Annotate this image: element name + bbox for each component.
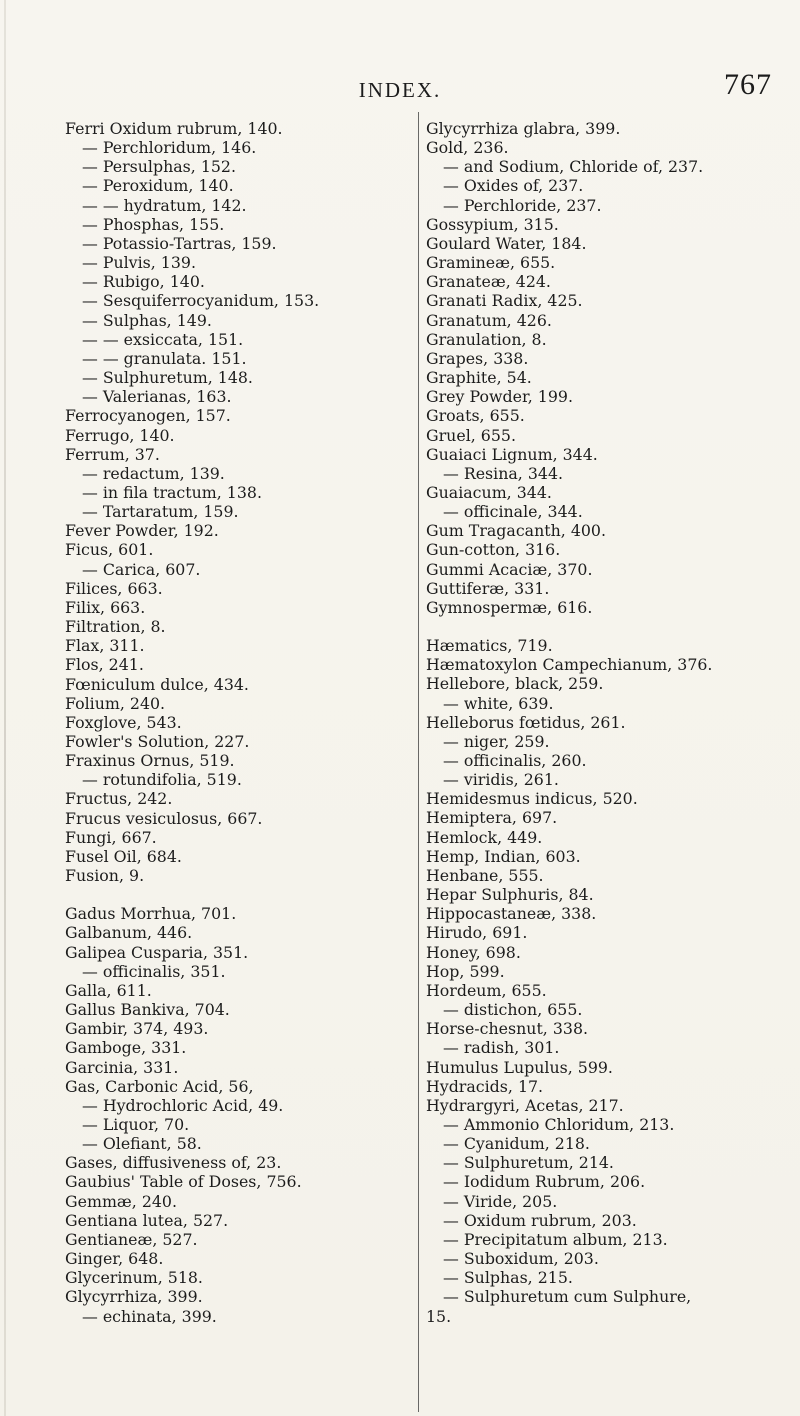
index-entry: Ferri Oxidum rubrum, 140. xyxy=(65,119,283,138)
index-subentry: — Sulphas, 149. xyxy=(82,310,212,330)
index-subentry: — Perchloridum, 146. xyxy=(82,138,257,158)
index-entry: Garcinia, 331. xyxy=(65,1057,179,1077)
index-subentry: — Sulphuretum, 214. xyxy=(443,1153,614,1173)
index-entry: Grey Powder, 199. xyxy=(426,387,573,407)
index-entry: Ferrugo, 140. xyxy=(65,425,175,445)
index-entry: Granatum, 426. xyxy=(426,310,552,330)
index-entry: Fowler's Solution, 227. xyxy=(65,732,250,751)
index-entry: Hordeum, 655. xyxy=(426,980,547,1000)
index-entry: Hemlock, 449. xyxy=(426,827,543,847)
index-subentry: — Persulphas, 152. xyxy=(82,157,236,177)
index-entry: Gummi Acaciæ, 370. xyxy=(426,559,593,579)
index-subentry: — Hydrochloric Acid, 49. xyxy=(82,1095,284,1115)
index-entry: Hepar Sulphuris, 84. xyxy=(426,885,594,905)
index-subentry: — Cyanidum, 218. xyxy=(443,1134,590,1154)
section-gap xyxy=(426,617,786,636)
index-subentry: — Oxides of, 237. xyxy=(443,176,584,196)
index-subentry: — officinalis, 260. xyxy=(443,751,587,770)
index-entry: Galbanum, 446. xyxy=(65,923,193,943)
index-entry: Hop, 599. xyxy=(426,961,505,981)
index-entry: Gambir, 374, 493. xyxy=(65,1019,209,1039)
index-entry: Gaubius' Table of Doses, 756. xyxy=(65,1172,302,1192)
index-entry: Hydracids, 17. xyxy=(426,1076,544,1096)
index-entry: Glycerinum, 518. xyxy=(65,1268,203,1288)
index-entry: Glycyrrhiza glabra, 399. xyxy=(426,119,621,138)
index-entry: Guaiaci Lignum, 344. xyxy=(426,444,598,464)
index-subentry: — rotundifolia, 519. xyxy=(82,770,242,790)
index-subentry: — Pulvis, 139. xyxy=(82,253,196,273)
index-subentry: — viridis, 261. xyxy=(443,770,559,790)
index-subentry: — Iodidum Rubrum, 206. xyxy=(443,1172,646,1192)
index-entry: Foxglove, 543. xyxy=(65,712,182,732)
index-subentry: — Perchloride, 237. xyxy=(443,195,602,215)
index-subentry: — distichon, 655. xyxy=(443,1000,583,1020)
index-entry: Gamboge, 331. xyxy=(65,1038,187,1058)
index-subentry: — Viride, 205. xyxy=(443,1191,558,1211)
index-entry: Humulus Lupulus, 599. xyxy=(426,1057,613,1077)
index-subentry: — redactum, 139. xyxy=(82,463,225,483)
index-subentry: — Tartaratum, 159. xyxy=(82,502,239,522)
index-entry: Goulard Water, 184. xyxy=(426,233,587,253)
index-entry: Hydrargyri, Acetas, 217. xyxy=(426,1095,624,1115)
index-entry: Gemmæ, 240. xyxy=(65,1191,177,1211)
index-subentry: — Sesquiferrocyanidum, 153. xyxy=(82,291,320,311)
index-entry: Gentiana lutea, 527. xyxy=(65,1210,229,1230)
index-subentry: — — exsiccata, 151. xyxy=(82,329,244,349)
index-entry: Fœniculum dulce, 434. xyxy=(65,674,249,694)
index-entry: Galla, 611. xyxy=(65,980,152,1000)
index-entry: Folium, 240. xyxy=(65,693,166,713)
index-entry: Galipea Cusparia, 351. xyxy=(65,942,249,962)
index-entry: Groats, 655. xyxy=(426,406,525,426)
index-entry: Fungi, 667. xyxy=(65,827,157,847)
running-header: INDEX. xyxy=(358,78,442,102)
index-subentry: — — hydratum, 142. xyxy=(82,195,247,215)
index-entry: Ferrocyanogen, 157. xyxy=(65,406,231,426)
index-entry: Granati Radix, 425. xyxy=(426,291,583,311)
index-entry: Flax, 311. xyxy=(65,636,145,656)
index-entry: Hippocastaneæ, 338. xyxy=(426,904,597,924)
section-gap xyxy=(65,885,410,904)
page-number: 767 xyxy=(724,68,772,101)
index-subentry: — officinale, 344. xyxy=(443,502,583,522)
index-entry: Gases, diffusiveness of, 23. xyxy=(65,1153,282,1173)
index-entry: Gas, Carbonic Acid, 56, xyxy=(65,1076,254,1096)
index-entry: Hemidesmus indicus, 520. xyxy=(426,789,638,809)
index-entry: Frucus vesiculosus, 667. xyxy=(65,808,263,828)
index-entry: Hæmatoxylon Campechianum, 376. xyxy=(426,655,713,675)
index-entry: Gallus Bankiva, 704. xyxy=(65,1000,230,1020)
index-entry: Honey, 698. xyxy=(426,942,521,962)
index-subentry: — and Sodium, Chloride of, 237. xyxy=(443,157,704,177)
index-entry: Ficus, 601. xyxy=(65,540,154,560)
index-entry: Hirudo, 691. xyxy=(426,923,528,943)
index-subentry: — radish, 301. xyxy=(443,1038,560,1058)
index-entry: Gum Tragacanth, 400. xyxy=(426,521,607,541)
index-entry: Fructus, 242. xyxy=(65,789,173,809)
index-entry: Filix, 663. xyxy=(65,597,146,617)
index-entry: Glycyrrhiza, 399. xyxy=(65,1287,203,1307)
index-entry: Fusion, 9. xyxy=(65,866,145,886)
index-subentry: — Suboxidum, 203. xyxy=(443,1249,599,1269)
index-entry: Graphite, 54. xyxy=(426,368,532,388)
index-entry: Hellebore, black, 259. xyxy=(426,674,604,694)
index-subentry: — Ammonio Chloridum, 213. xyxy=(443,1114,675,1134)
index-subentry: — Peroxidum, 140. xyxy=(82,176,234,196)
index-subentry: — Carica, 607. xyxy=(82,559,201,579)
index-entry: Gymnospermæ, 616. xyxy=(426,597,593,617)
index-subentry: — Sulphuretum cum Sulphure, xyxy=(443,1287,692,1307)
page-edge-shadow xyxy=(4,0,6,1416)
index-entry: Gentianeæ, 527. xyxy=(65,1229,198,1249)
index-column-left xyxy=(65,119,410,1326)
index-entry: Gadus Morrhua, 701. xyxy=(65,904,237,924)
index-subentry: — in fila tractum, 138. xyxy=(82,482,262,502)
index-entry: Filices, 663. xyxy=(65,578,163,598)
index-entry: Granateæ, 424. xyxy=(426,272,551,292)
index-subentry: — Oxidum rubrum, 203. xyxy=(443,1210,637,1230)
index-entry: Gramineæ, 655. xyxy=(426,253,556,273)
index-subentry: — Potassio-Tartras, 159. xyxy=(82,233,277,253)
index-subentry: — Valerianas, 163. xyxy=(82,387,232,407)
index-subentry: — Rubigo, 140. xyxy=(82,272,205,292)
index-entry: Grapes, 338. xyxy=(426,348,529,368)
index-column-right xyxy=(426,119,786,1326)
index-subentry: — Sulphas, 215. xyxy=(443,1268,573,1288)
index-subentry: — — granulata. 151. xyxy=(82,348,247,368)
index-subentry: — Sulphuretum, 148. xyxy=(82,368,253,388)
index-entry: Ginger, 648. xyxy=(65,1249,164,1269)
index-entry: Flos, 241. xyxy=(65,655,144,675)
column-divider xyxy=(418,112,419,1412)
index-entry: Gold, 236. xyxy=(426,138,509,158)
index-entry: 15. xyxy=(426,1306,452,1326)
index-entry: Ferrum, 37. xyxy=(65,444,160,464)
index-subentry: — white, 639. xyxy=(443,693,554,713)
index-entry: Horse-chesnut, 338. xyxy=(426,1019,589,1039)
index-entry: Helleborus fœtidus, 261. xyxy=(426,712,626,732)
index-entry: Guttiferæ, 331. xyxy=(426,578,550,598)
index-subentry: — echinata, 399. xyxy=(82,1306,217,1326)
index-subentry: — Phosphas, 155. xyxy=(82,214,225,234)
index-entry: Hemp, Indian, 603. xyxy=(426,846,581,866)
index-entry: Granulation, 8. xyxy=(426,329,547,349)
index-entry: Fraxinus Ornus, 519. xyxy=(65,751,235,771)
index-entry: Hemiptera, 697. xyxy=(426,808,558,828)
index-entry: Fusel Oil, 684. xyxy=(65,846,182,866)
index-subentry: — Precipitatum album, 213. xyxy=(443,1229,668,1249)
index-entry: Gossypium, 315. xyxy=(426,214,559,234)
index-entry: Fever Powder, 192. xyxy=(65,521,219,541)
index-entry: Hæmatics, 719. xyxy=(426,636,553,656)
index-subentry: — Olefiant, 58. xyxy=(82,1134,202,1154)
index-subentry: — Liquor, 70. xyxy=(82,1114,190,1134)
index-subentry: — niger, 259. xyxy=(443,731,550,751)
index-entry: Gun-cotton, 316. xyxy=(426,540,561,560)
index-entry: Henbane, 555. xyxy=(426,865,544,885)
index-entry: Gruel, 655. xyxy=(426,425,516,445)
index-subentry: — Resina, 344. xyxy=(443,463,564,483)
index-entry: Guaiacum, 344. xyxy=(426,482,552,502)
index-entry: Filtration, 8. xyxy=(65,617,166,637)
index-subentry: — officinalis, 351. xyxy=(82,961,226,981)
